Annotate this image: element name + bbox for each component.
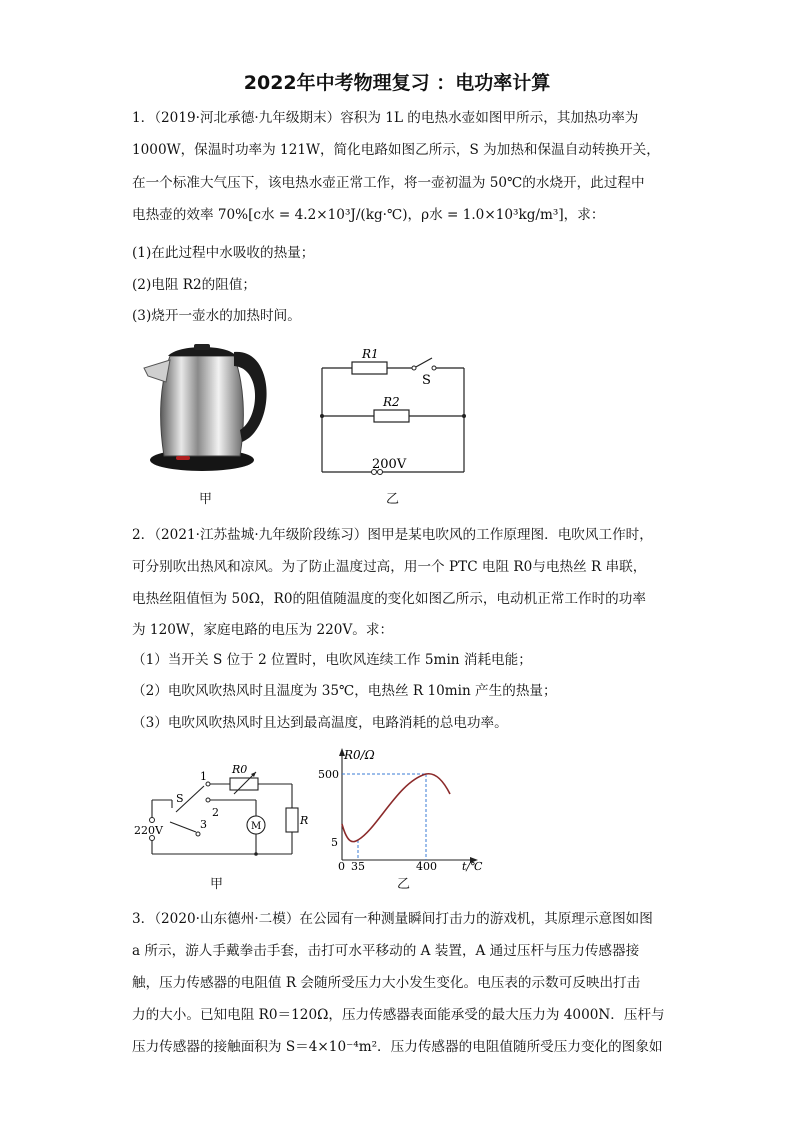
q1-circuit-diagram: [310, 340, 480, 480]
q2-voltage-label: 220V: [134, 824, 163, 837]
q1-sub-1: (1)在此过程中水吸收的热量；: [132, 245, 315, 261]
q2-graph-xlabel: t/℃: [462, 860, 483, 873]
q2-line-2: 可分别吹出热风和凉风。为了防止温度过高，用一个 PTC 电阻 R0与电热丝 R 串联，: [132, 559, 647, 575]
q1-line-1: 1．（2019·河北承德·九年级期末）容积为 1L 的电热水壶如图甲所示，其加热功率为: [132, 110, 639, 126]
q2-sub-2: （2）电吹风吹热风时且温度为 35℃，电热丝 R 10min 产生的热量；: [132, 683, 557, 699]
q2-r0-label: R0: [232, 763, 248, 776]
q3-line-5: 压力传感器的接触面积为 S＝4×10⁻⁴m²．压力传感器的电阻值随所受压力变化的图象如: [132, 1039, 663, 1055]
q3-line-4: 力的大小。已知电阻 R0＝120Ω，压力传感器表面能承受的最大压力为 4000N．压杆与: [132, 1007, 665, 1023]
q1-sub-2: (2)电阻 R2的阻值；: [132, 277, 257, 293]
q2-sub-3: （3）电吹风吹热风时且达到最高温度，电路消耗的总电功率。: [132, 715, 508, 731]
q2-r-label: R: [300, 814, 309, 827]
q2-fig-b-label: 乙: [397, 877, 411, 892]
q2-switch-label: S: [176, 792, 184, 805]
q2-graph-xtick-35: 35: [351, 860, 365, 873]
q1-voltage-label: 200V: [372, 457, 407, 472]
q2-graph-xtick-400: 400: [416, 860, 437, 873]
q1-r2-label: R2: [383, 395, 400, 409]
q1-line-4: 电热壶的效率 70%[c水 = 4.2×10³J/(kg·℃)，ρ水 = 1.0×10³kg/m³]，求：: [132, 207, 605, 223]
q2-graph-xtick-0: 0: [338, 860, 345, 873]
q3-line-2: a 所示，游人手戴拳击手套，击打可水平移动的 A 装置，A 通过压杆与压力传感器接: [132, 943, 640, 959]
q2-circuit-diagram: [132, 760, 307, 870]
q1-fig-b-label: 乙: [386, 492, 400, 507]
q3-line-1: 3．（2020·山东德州·二模）在公园有一种测量瞬间打击力的游戏机，其原理示意图如图: [132, 911, 653, 927]
q2-fig-a-label: 甲: [210, 877, 224, 892]
q2-line-1: 2．（2021·江苏盐城·九年级阶段练习）图甲是某电吹风的工作原理图．电吹风工作时，: [132, 527, 653, 543]
q2-sub-1: （1）当开关 S 位于 2 位置时，电吹风连续工作 5min 消耗电能；: [132, 652, 532, 668]
q1-fig-a-label: 甲: [199, 492, 213, 507]
q1-line-3: 在一个标准大气压下，该电热水壶正常工作，将一壶初温为 50℃的水烧开，此过程中: [132, 175, 645, 191]
q2-motor-label: M: [251, 821, 262, 832]
q2-graph-ytick-5: 5: [331, 836, 338, 849]
q2-graph-ytick-500: 500: [318, 768, 339, 781]
q1-switch-label: S: [422, 373, 431, 388]
q2-graph-ylabel: R0/Ω: [344, 748, 375, 762]
q2-contact-3: 3: [200, 818, 207, 831]
q1-line-2: 1000W，保温时功率为 121W，简化电路如图乙所示，S 为加热和保温自动转换开关，: [132, 142, 660, 158]
q2-r0-temperature-graph: [318, 742, 493, 874]
q2-line-3: 电热丝阻值恒为 50Ω，R0的阻值随温度的变化如图乙所示，电动机正常工作时的功率: [132, 591, 646, 607]
q2-line-4: 为 120W，家庭电路的电压为 220V。求：: [132, 622, 394, 638]
q2-contact-1: 1: [200, 770, 207, 783]
q1-r1-label: R1: [362, 347, 379, 361]
electric-kettle-image: [138, 338, 278, 476]
q2-contact-2: 2: [212, 806, 219, 819]
page-title: 2022年中考物理复习 ：电功率计算: [243, 72, 551, 94]
q3-line-3: 触，压力传感器的电阻值 R 会随所受压力大小发生变化。电压表的示数可反映出打击: [132, 975, 641, 991]
q1-sub-3: (3)烧开一壶水的加热时间。: [132, 308, 301, 324]
